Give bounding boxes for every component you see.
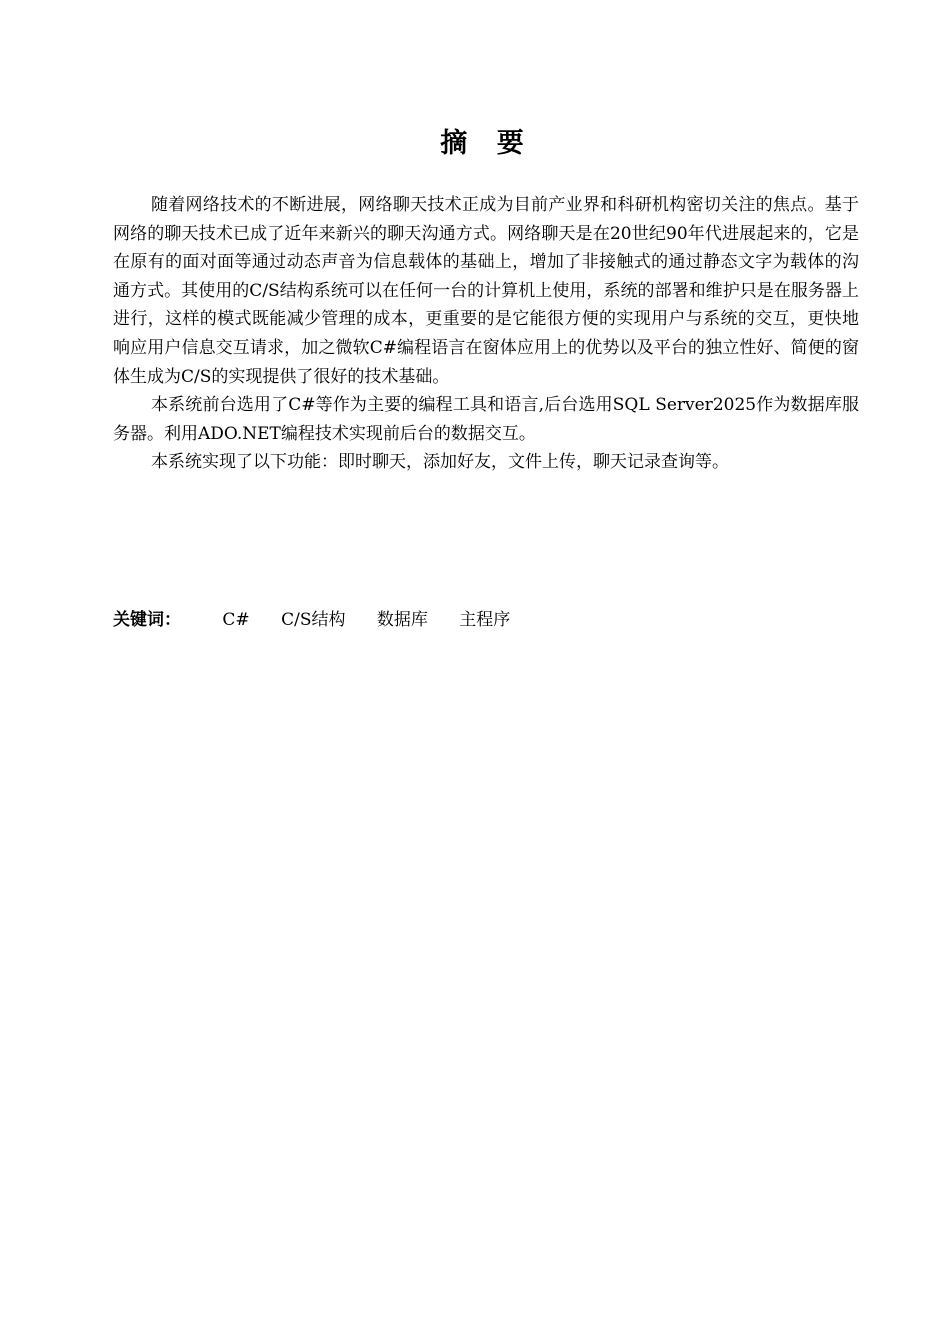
abstract-body	[113, 191, 859, 477]
abstract-title: 摘 要	[440, 128, 534, 159]
keywords-line	[113, 606, 859, 634]
keywords-label: 关键词：	[113, 610, 181, 630]
abstract-paragraph-2: 本系统前台选用了C#等作为主要的编程工具和语言,后台选用SQL Server2025作为数据库服务器。利用ADO.NET编程技术实现前后台的数据交互。	[113, 395, 859, 444]
keyword-item: 主程序	[459, 610, 511, 630]
keyword-item: 数据库	[376, 610, 428, 630]
abstract-paragraph-3: 本系统实现了以下功能：即时聊天，添加好友，文件上传，聊天记录查询等。	[151, 452, 729, 473]
keyword-item: C/S结构	[281, 610, 346, 630]
abstract-paragraph-1: 随着网络技术的不断进展，网络聊天技术正成为目前产业界和科研机构密切关注的焦点。基于网络的聊天技术已成了近年来新兴的聊天沟通方式。网络聊天是在20世纪90年代进展起来的，它是在原有的面对面等通过动态声音为信息载体的基础上，增加了非接触式的通过静态文字为载体的沟通方式。其使用的C/S结构系统可以在任何一台的计算机上使用，系统的部署和维护只是在服务器上进行，这样的模式既能减少管理的成本，更重要的是它能很方便的实现用户与系统的交互，更快地响应用户信息交互请求，加之微软C#编程语言在窗体应用上的优势以及平台的独立性好、简便的窗体生成为C/S的实现提供了很好的技术基础。	[113, 195, 859, 387]
keyword-item: C#	[222, 610, 250, 630]
